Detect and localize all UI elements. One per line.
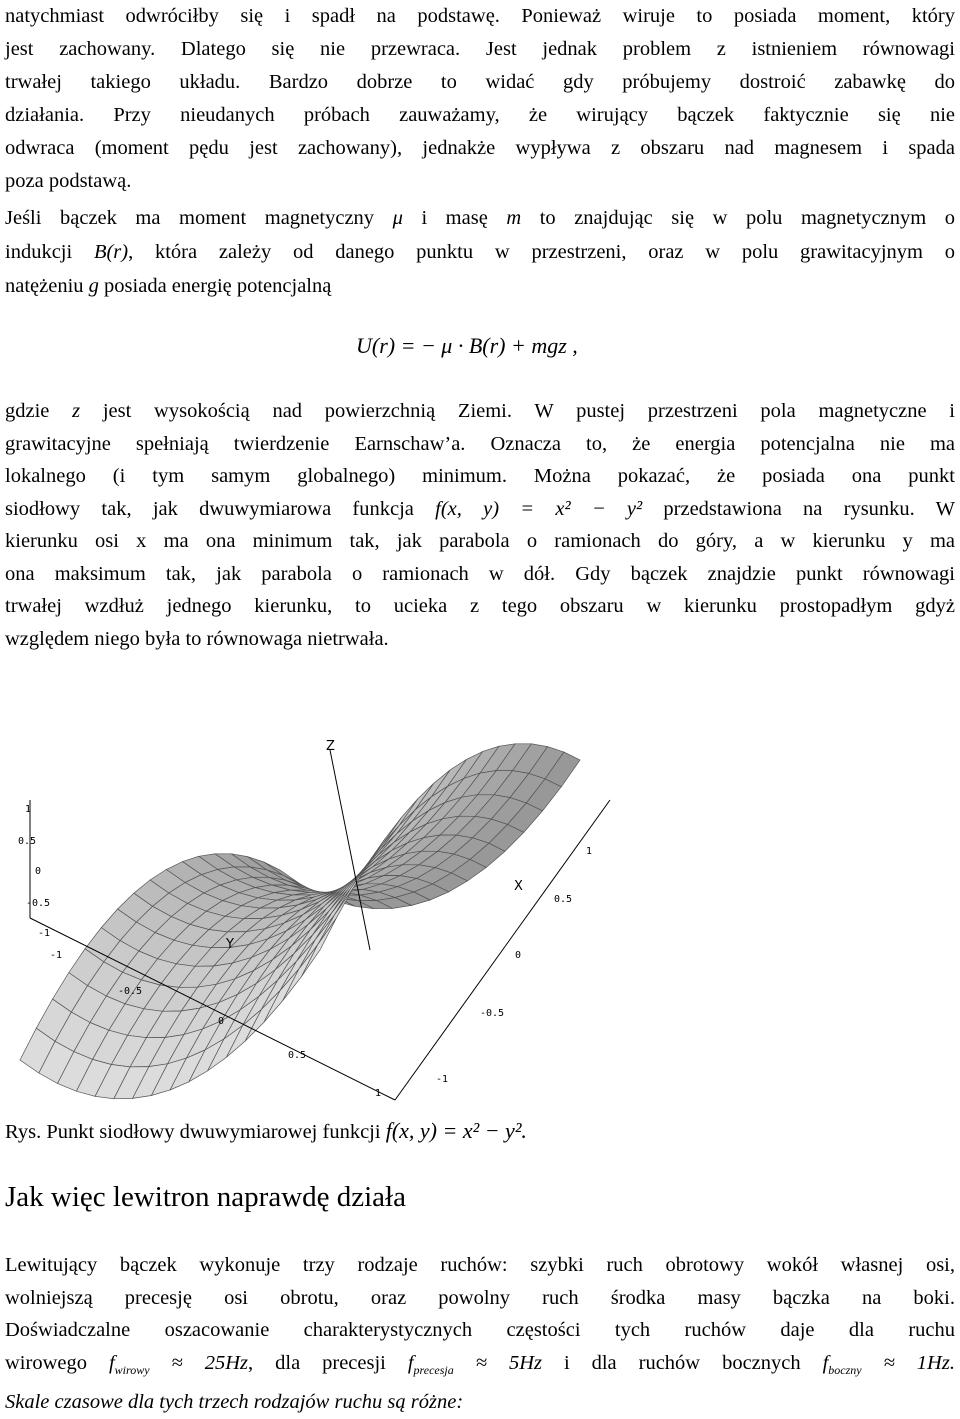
saddle-surface-figure bbox=[0, 660, 960, 1110]
x-tick: 1 bbox=[586, 846, 592, 857]
text-span: , dla precesji bbox=[248, 1352, 386, 1374]
x-tick: 0 bbox=[515, 950, 521, 961]
text-span: Jeśli bączek ma moment magnetyczny bbox=[5, 207, 374, 229]
x-tick: -1 bbox=[436, 1074, 448, 1085]
text-span: i dla ruchów bocznych bbox=[564, 1352, 801, 1374]
symbol-f: f bbox=[109, 1352, 115, 1374]
y-tick: -1 bbox=[50, 950, 62, 961]
freq-value: ≈ 1Hz. bbox=[884, 1352, 955, 1374]
text-line: trwałej takiego układu. Bardzo dobrze to widać gdy próbujemy dostroić zabawkę do bbox=[5, 66, 955, 99]
text-line: względem niego była to równowaga nietrwała. bbox=[5, 623, 955, 656]
paragraph-levitron-motions bbox=[5, 1249, 955, 1419]
text-span: posiada energię potencjalną bbox=[104, 275, 331, 297]
caption-formula: f(x, y) = x² − y². bbox=[386, 1118, 527, 1143]
equation-potential-energy: U(r) = − μ · B(r) + mgz , bbox=[356, 333, 578, 359]
text-line: poza podstawą. bbox=[5, 165, 955, 198]
text-line: działania. Przy nieudanych próbach zauważamy, że wirujący bączek faktycznie się nie bbox=[5, 99, 955, 132]
z-tick: 1 bbox=[25, 804, 31, 815]
text-span: gdzie bbox=[5, 400, 49, 422]
subscript: precesja bbox=[414, 1363, 454, 1377]
text-line: wolniejszą precesję osi obrotu, oraz powolny ruch środka masy bączka na boki. bbox=[5, 1282, 955, 1315]
text-span: indukcji bbox=[5, 241, 72, 263]
text-line: natychmiast odwróciłby się i spadł na podstawę. Ponieważ wiruje to posiada moment, który bbox=[5, 0, 955, 33]
y-tick: 0 bbox=[218, 1016, 224, 1027]
section-heading: Jak więc lewitron naprawdę działa bbox=[5, 1181, 406, 1214]
text-span: jest wysokością nad powierzchnią Ziemi. W pustej przestrzeni pola magnetyczne i bbox=[103, 400, 955, 422]
text-line: grawitacyjne spełniają twierdzenie Earnschaw’a. Oznacza to, że energia potencjalna nie ma bbox=[5, 428, 955, 461]
symbol-b-of-r: B(r) bbox=[94, 241, 128, 263]
text-line: odwraca (moment pędu jest zachowany), jednakże wypływa z obszaru nad magnesem i spada bbox=[5, 132, 955, 165]
text-line: trwałej wzdłuż jednego kierunku, to ucieka z tego obszaru w kierunku prostopadłym gdyż bbox=[5, 590, 955, 623]
x-axis-label: X bbox=[514, 879, 523, 894]
function-formula: f(x, y) = x² − y² bbox=[435, 498, 642, 520]
text-line bbox=[5, 1347, 955, 1387]
text-span: natężeniu bbox=[5, 275, 84, 297]
text-line: Doświadczalne oszacowanie charakterystycznych częstości tych ruchów daje dla ruchu bbox=[5, 1314, 955, 1347]
y-tick: 1 bbox=[375, 1088, 381, 1099]
y-axis-label: Y bbox=[225, 937, 234, 952]
z-tick: 0 bbox=[35, 866, 41, 877]
z-axis-label: Z bbox=[326, 739, 335, 754]
text-span: , która zależy od danego punktu w przestrzeni, oraz w polu grawitacyjnym o bbox=[128, 241, 955, 263]
freq-value: ≈ 5Hz bbox=[476, 1352, 542, 1374]
text-line: Lewitujący bączek wykonuje trzy rodzaje ruchów: szybki ruch obrotowy wokół własnej osi, bbox=[5, 1249, 955, 1282]
freq-precession bbox=[408, 1352, 542, 1374]
freq-value: ≈ 25Hz bbox=[172, 1352, 249, 1374]
z-tick: -1 bbox=[38, 928, 50, 939]
paragraph-intro bbox=[5, 0, 955, 198]
y-tick: -0.5 bbox=[118, 986, 142, 997]
symbol-g: g bbox=[89, 275, 99, 297]
text-span: i masę bbox=[421, 207, 487, 229]
saddle-surface bbox=[20, 744, 580, 1099]
figure-caption bbox=[5, 1118, 527, 1144]
text-line bbox=[5, 493, 955, 526]
x-tick: 0.5 bbox=[554, 894, 572, 905]
symbol-m: m bbox=[506, 207, 521, 229]
text-line: lokalnego (i tym samym globalnego) minimum. Można pokazać, że posiada ona punkt bbox=[5, 460, 955, 493]
text-line bbox=[5, 269, 955, 303]
text-line: ona maksimum tak, jak parabola o ramionach w dół. Gdy bączek znajdzie punkt równowagi bbox=[5, 558, 955, 591]
paragraph-earnshaw bbox=[5, 395, 955, 655]
y-tick: 0.5 bbox=[288, 1050, 306, 1061]
paragraph-magnetic-moment bbox=[5, 201, 955, 303]
freq-lateral bbox=[823, 1352, 955, 1374]
subscript: wirowy bbox=[115, 1363, 150, 1377]
text-span: przedstawiona na rysunku. W bbox=[663, 498, 955, 520]
text-span: wirowego bbox=[5, 1352, 87, 1374]
symbol-f: f bbox=[408, 1352, 414, 1374]
text-line: jest zachowany. Dlatego się nie przewraca. Jest jednak problem z istnieniem równowagi bbox=[5, 33, 955, 66]
freq-spin bbox=[109, 1352, 248, 1374]
subscript: boczny bbox=[828, 1363, 861, 1377]
x-tick: -0.5 bbox=[480, 1008, 504, 1019]
symbol-f: f bbox=[823, 1352, 829, 1374]
text-line bbox=[5, 235, 955, 269]
text-span: siodłowy tak, jak dwuwymiarowa funkcja bbox=[5, 498, 414, 520]
caption-text: Rys. Punkt siodłowy dwuwymiarowej funkcji bbox=[5, 1121, 381, 1143]
text-line: Skale czasowe dla tych trzech rodzajów ruchu są różne: bbox=[5, 1386, 955, 1419]
text-line bbox=[5, 395, 955, 428]
text-line bbox=[5, 201, 955, 235]
symbol-mu: μ bbox=[393, 207, 403, 229]
text-line: kierunku osi x ma ona minimum tak, jak parabola o ramionach do góry, a w kierunku y ma bbox=[5, 525, 955, 558]
z-tick: 0.5 bbox=[18, 836, 36, 847]
text-span: to znajdując się w polu magnetycznym o bbox=[540, 207, 955, 229]
symbol-z: z bbox=[72, 400, 80, 422]
z-tick: -0.5 bbox=[26, 898, 50, 909]
